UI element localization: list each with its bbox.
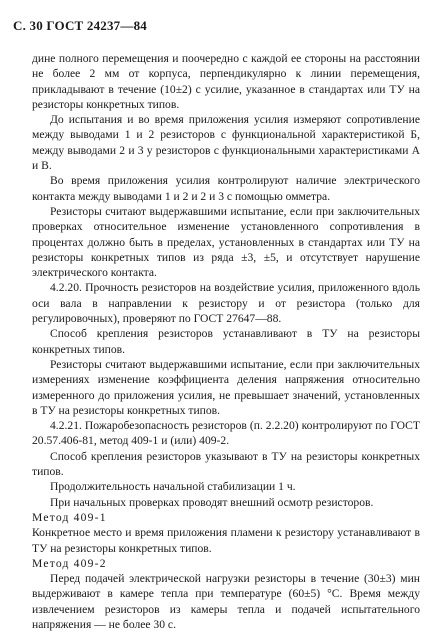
paragraph: До испытания и во время приложения усилия измеряют сопротивление между выводами 1 и 2 резисторов с функциональной характеристикой Б, между выводами 2 и 3 у резисторов с функциональными характеристиками А и В. (32, 113, 420, 173)
method-heading-409-2: Метод 409-2 (32, 556, 107, 570)
paragraph: Способ крепления резисторов указывают в ТУ на резисторы конкретных типов. (32, 449, 420, 479)
paragraph: Конкретное место и время приложения пламени к резистору устанавливают в ТУ на резисторы конкретных типов. (32, 526, 420, 555)
paragraph: Резисторы считают выдержавшими испытание, если при заключительных измерениях изменение коэффициента деления напряжения относительно измеренного до приложения усилия, не превышает значений, установленных в ТУ на резисторы конкретных типов. (32, 357, 420, 417)
method-heading-409-1: Метод 409-1 (32, 510, 107, 524)
section-4-2-20: 4.2.20. Прочность резисторов на воздействие усилия, приложенного вдоль оси вала в направлении к резистору и от резистора (только для регулировочных), проверяют по ГОСТ 27647—88. (32, 281, 420, 326)
paragraph: Способ крепления резисторов устанавливают в ТУ на резисторы конкретных типов. (32, 327, 420, 356)
paragraph: Перед подачей электрической нагрузки резисторы в течение (30±3) мин выдерживают в камере тепла при температуре (60±5) °С. Время между извлечением резисторов из камеры тепла и подачей испытательного напряжения — не более 30 с. (32, 572, 420, 631)
paragraph: Резисторы считают выдержавшими испытание, если при заключительных проверках относительное изменение установленного сопротивления в процентах должно быть в пределах, установленных в стандартах или ТУ на резисторы конкретных типов из ряда ±3, ±5, и отсутствует нарушение электрического контакта. (32, 204, 420, 280)
paragraph: При начальных проверках проводят внешний осмотр резисторов. (50, 495, 374, 509)
document-body (32, 51, 420, 632)
paragraph: Во время приложения усилия контролируют наличие электрического контакта между выводами 1 и 2 и 2 и 3 с помощью омметра. (32, 174, 420, 203)
paragraph: Продолжительность начальной стабилизации 1 ч. (50, 480, 296, 494)
page-header: С. 30 ГОСТ 24237—84 (13, 18, 147, 33)
paragraph: дине полного перемещения и поочередно с каждой ее стороны на расстоянии не более 2 мм от корпуса, перпендикулярно к линии перемещения, прикладывают в течение (10±2) с усилие, указанное в стандартах или ТУ на резисторы конкретных типов. (32, 52, 420, 111)
section-4-2-21: 4.2.21. Пожаробезопасность резисторов (п. 2.2.20) контролируют по ГОСТ 20.57.406-81, метод 409-1 и (или) 409-2. (32, 419, 420, 448)
